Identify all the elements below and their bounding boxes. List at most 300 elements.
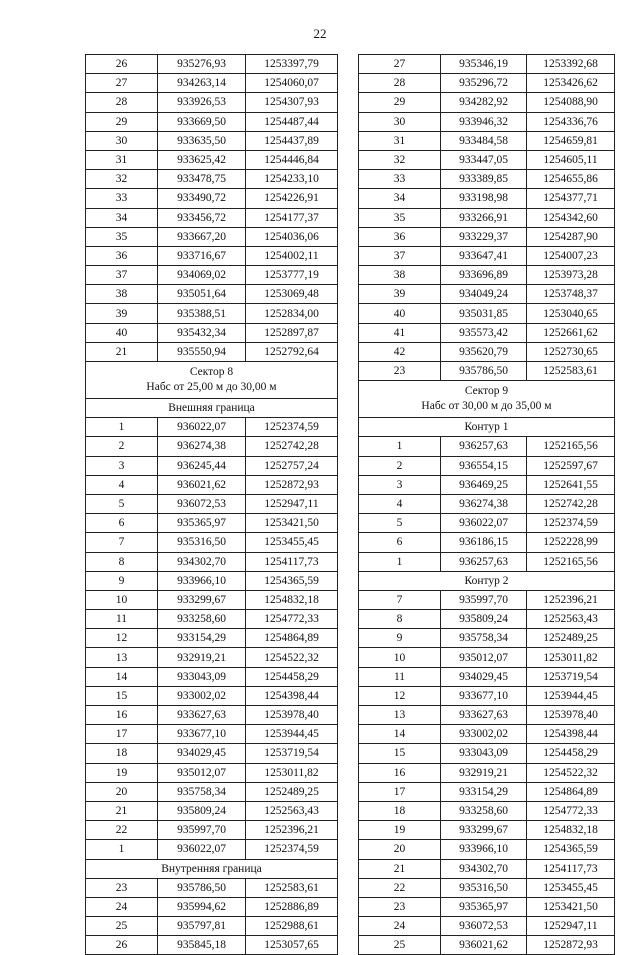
y-coordinate-cell: 1253040,65 — [527, 304, 615, 323]
table-row — [359, 782, 615, 801]
point-number-cell: 37 — [359, 246, 441, 265]
point-number-cell: 31 — [86, 150, 158, 169]
table-row — [359, 93, 615, 112]
y-coordinate-cell: 1254007,23 — [527, 246, 615, 265]
point-number-cell: 24 — [359, 917, 441, 936]
table-row — [359, 936, 615, 955]
y-coordinate-cell: 1254177,37 — [246, 208, 338, 227]
table-row — [359, 112, 615, 131]
x-coordinate-cell: 933490,72 — [158, 189, 246, 208]
x-coordinate-cell: 932919,21 — [158, 648, 246, 667]
point-number-cell: 1 — [359, 552, 441, 571]
y-coordinate-cell: 1254365,59 — [527, 840, 615, 859]
y-coordinate-cell: 1253973,28 — [527, 266, 615, 285]
point-number-cell: 18 — [359, 801, 441, 820]
table-row — [359, 610, 615, 629]
point-number-cell: 16 — [86, 706, 158, 725]
x-coordinate-cell: 933484,58 — [441, 131, 527, 150]
y-coordinate-cell: 1252489,25 — [527, 629, 615, 648]
x-coordinate-cell: 933667,20 — [158, 227, 246, 246]
point-number-cell: 31 — [359, 131, 441, 150]
point-number-cell: 39 — [86, 304, 158, 323]
table-row — [359, 437, 615, 456]
table-row — [359, 189, 615, 208]
y-coordinate-cell: 1252228,99 — [527, 533, 615, 552]
point-number-cell: 28 — [86, 93, 158, 112]
x-coordinate-cell: 933299,67 — [441, 821, 527, 840]
table-row — [359, 667, 615, 686]
point-number-cell: 15 — [359, 744, 441, 763]
x-coordinate-cell: 936257,63 — [441, 552, 527, 571]
x-coordinate-cell: 933716,67 — [158, 246, 246, 265]
table-row — [86, 840, 338, 859]
x-coordinate-cell: 934049,24 — [441, 285, 527, 304]
sector-header-row — [359, 381, 615, 418]
x-coordinate-cell: 935786,50 — [158, 878, 246, 897]
table-row — [86, 437, 338, 456]
table-row — [359, 629, 615, 648]
x-coordinate-cell: 933677,10 — [158, 725, 246, 744]
y-coordinate-cell: 1254117,73 — [527, 859, 615, 878]
y-coordinate-cell: 1254772,33 — [246, 610, 338, 629]
x-coordinate-cell: 935573,42 — [441, 323, 527, 342]
point-number-cell: 1 — [359, 437, 441, 456]
point-number-cell: 14 — [86, 667, 158, 686]
y-coordinate-cell: 1252563,43 — [527, 610, 615, 629]
table-row — [86, 552, 338, 571]
x-coordinate-cell: 933389,85 — [441, 170, 527, 189]
point-number-cell: 33 — [359, 170, 441, 189]
x-coordinate-cell: 934069,02 — [158, 266, 246, 285]
x-coordinate-cell: 934302,70 — [158, 552, 246, 571]
x-coordinate-cell: 933647,41 — [441, 246, 527, 265]
y-coordinate-cell: 1253426,62 — [527, 74, 615, 93]
y-coordinate-cell: 1254864,89 — [246, 629, 338, 648]
table-row — [359, 227, 615, 246]
y-coordinate-cell: 1254398,44 — [527, 725, 615, 744]
table-row — [359, 323, 615, 342]
point-number-cell: 12 — [86, 629, 158, 648]
y-coordinate-cell: 1254377,71 — [527, 189, 615, 208]
table-row — [86, 475, 338, 494]
y-coordinate-cell: 1253421,50 — [527, 897, 615, 916]
point-number-cell: 24 — [86, 897, 158, 916]
sector-height-range: Набс от 25,00 м до 30,00 м — [146, 381, 277, 393]
x-coordinate-cell: 935316,50 — [158, 533, 246, 552]
coordinates-table-left — [85, 54, 338, 955]
point-number-cell: 38 — [359, 266, 441, 285]
x-coordinate-cell: 934282,92 — [441, 93, 527, 112]
x-coordinate-cell: 936022,07 — [158, 418, 246, 437]
x-coordinate-cell: 935031,85 — [441, 304, 527, 323]
coordinates-table-right — [358, 54, 615, 955]
x-coordinate-cell: 933478,75 — [158, 170, 246, 189]
table-row — [86, 782, 338, 801]
y-coordinate-cell: 1252641,55 — [527, 475, 615, 494]
point-number-cell: 37 — [86, 266, 158, 285]
table-row — [86, 571, 338, 590]
point-number-cell: 2 — [86, 437, 158, 456]
point-number-cell: 4 — [86, 475, 158, 494]
y-coordinate-cell: 1254487,44 — [246, 112, 338, 131]
point-number-cell: 10 — [86, 590, 158, 609]
point-number-cell: 21 — [86, 801, 158, 820]
point-number-cell: 23 — [359, 362, 441, 381]
y-coordinate-cell: 1253455,45 — [246, 533, 338, 552]
y-coordinate-cell: 1252583,61 — [246, 878, 338, 897]
point-number-cell: 27 — [86, 74, 158, 93]
x-coordinate-cell: 936274,38 — [441, 494, 527, 513]
table-row — [86, 590, 338, 609]
y-coordinate-cell: 1252597,67 — [527, 456, 615, 475]
point-number-cell: 17 — [86, 725, 158, 744]
table-row — [86, 323, 338, 342]
table-row — [86, 629, 338, 648]
y-coordinate-cell: 1254287,90 — [527, 227, 615, 246]
x-coordinate-cell: 936072,53 — [441, 917, 527, 936]
y-coordinate-cell: 1254522,32 — [527, 763, 615, 782]
y-coordinate-cell: 1254832,18 — [246, 590, 338, 609]
y-coordinate-cell: 1254226,91 — [246, 189, 338, 208]
table-row — [86, 706, 338, 725]
x-coordinate-cell: 933299,67 — [158, 590, 246, 609]
x-coordinate-cell: 933926,53 — [158, 93, 246, 112]
point-number-cell: 8 — [359, 610, 441, 629]
point-number-cell: 9 — [86, 571, 158, 590]
x-coordinate-cell: 935346,19 — [441, 55, 527, 74]
y-coordinate-cell: 1254342,60 — [527, 208, 615, 227]
y-coordinate-cell: 1253421,50 — [246, 514, 338, 533]
table-row — [86, 342, 338, 361]
table-row — [359, 821, 615, 840]
y-coordinate-cell: 1254088,90 — [527, 93, 615, 112]
y-coordinate-cell: 1252886,89 — [246, 897, 338, 916]
table-row — [86, 456, 338, 475]
page-number: 22 — [313, 26, 327, 41]
table-row — [359, 801, 615, 820]
y-coordinate-cell: 1252897,87 — [246, 323, 338, 342]
point-number-cell: 14 — [359, 725, 441, 744]
table-row — [86, 801, 338, 820]
table-row — [359, 55, 615, 74]
point-number-cell: 13 — [359, 706, 441, 725]
x-coordinate-cell: 933002,02 — [158, 686, 246, 705]
x-coordinate-cell: 933258,60 — [158, 610, 246, 629]
x-coordinate-cell: 935012,07 — [441, 648, 527, 667]
section-header: Внешняя граница — [86, 399, 338, 418]
y-coordinate-cell: 1252872,93 — [527, 936, 615, 955]
table-row — [86, 648, 338, 667]
table-row — [86, 208, 338, 227]
point-number-cell: 7 — [359, 590, 441, 609]
x-coordinate-cell: 933229,37 — [441, 227, 527, 246]
table-row — [86, 744, 338, 763]
point-number-cell: 20 — [86, 782, 158, 801]
y-coordinate-cell: 1253392,68 — [527, 55, 615, 74]
x-coordinate-cell: 935994,62 — [158, 897, 246, 916]
table-row — [86, 686, 338, 705]
table-row — [86, 514, 338, 533]
point-number-cell: 23 — [86, 878, 158, 897]
y-coordinate-cell: 1254605,11 — [527, 150, 615, 169]
x-coordinate-cell: 934029,45 — [441, 667, 527, 686]
point-number-cell: 8 — [86, 552, 158, 571]
y-coordinate-cell: 1254522,32 — [246, 648, 338, 667]
table-row — [359, 514, 615, 533]
point-number-cell: 30 — [359, 112, 441, 131]
table-row — [86, 304, 338, 323]
y-coordinate-cell: 1254060,07 — [246, 74, 338, 93]
point-number-cell: 9 — [359, 629, 441, 648]
table-row — [359, 246, 615, 265]
table-row — [359, 131, 615, 150]
table-row — [86, 878, 338, 897]
point-number-cell: 2 — [359, 456, 441, 475]
y-coordinate-cell: 1253011,82 — [246, 763, 338, 782]
point-number-cell: 21 — [359, 859, 441, 878]
x-coordinate-cell: 935276,93 — [158, 55, 246, 74]
x-coordinate-cell: 935997,70 — [441, 590, 527, 609]
table-row — [86, 170, 338, 189]
y-coordinate-cell: 1252165,56 — [527, 437, 615, 456]
y-coordinate-cell: 1252834,00 — [246, 304, 338, 323]
x-coordinate-cell: 934263,14 — [158, 74, 246, 93]
x-coordinate-cell: 936022,07 — [441, 514, 527, 533]
x-coordinate-cell: 935809,24 — [158, 801, 246, 820]
point-number-cell: 1 — [86, 418, 158, 437]
x-coordinate-cell: 933946,32 — [441, 112, 527, 131]
y-coordinate-cell: 1254458,29 — [246, 667, 338, 686]
table-row — [86, 667, 338, 686]
table-row — [359, 304, 615, 323]
y-coordinate-cell: 1252730,65 — [527, 342, 615, 361]
x-coordinate-cell: 936257,63 — [441, 437, 527, 456]
x-coordinate-cell: 936072,53 — [158, 494, 246, 513]
y-coordinate-cell: 1252792,64 — [246, 342, 338, 361]
y-coordinate-cell: 1254307,93 — [246, 93, 338, 112]
point-number-cell: 35 — [359, 208, 441, 227]
table-row — [359, 362, 615, 381]
point-number-cell: 25 — [359, 936, 441, 955]
table-row — [86, 285, 338, 304]
y-coordinate-cell: 1254233,10 — [246, 170, 338, 189]
table-row — [359, 897, 615, 916]
table-row — [86, 189, 338, 208]
point-number-cell: 4 — [359, 494, 441, 513]
x-coordinate-cell: 935365,97 — [441, 897, 527, 916]
point-number-cell: 21 — [86, 342, 158, 361]
y-coordinate-cell: 1253397,79 — [246, 55, 338, 74]
y-coordinate-cell: 1252374,59 — [246, 418, 338, 437]
section-header-row — [86, 399, 338, 418]
section-header-row — [359, 571, 615, 590]
table-row — [86, 821, 338, 840]
point-number-cell: 23 — [359, 897, 441, 916]
x-coordinate-cell: 936469,25 — [441, 475, 527, 494]
sector-title: Сектор 9 — [464, 385, 509, 398]
point-number-cell: 3 — [359, 475, 441, 494]
x-coordinate-cell: 933456,72 — [158, 208, 246, 227]
x-coordinate-cell: 933669,50 — [158, 112, 246, 131]
x-coordinate-cell: 932919,21 — [441, 763, 527, 782]
y-coordinate-cell: 1252374,59 — [527, 514, 615, 533]
table-row — [359, 840, 615, 859]
x-coordinate-cell: 933966,10 — [441, 840, 527, 859]
x-coordinate-cell: 935316,50 — [441, 878, 527, 897]
sector-header-row — [86, 362, 338, 399]
x-coordinate-cell: 936186,15 — [441, 533, 527, 552]
x-coordinate-cell: 935620,79 — [441, 342, 527, 361]
x-coordinate-cell: 935296,72 — [441, 74, 527, 93]
sector-header — [86, 362, 338, 399]
point-number-cell: 16 — [359, 763, 441, 782]
point-number-cell: 20 — [359, 840, 441, 859]
point-number-cell: 29 — [359, 93, 441, 112]
sector-header — [359, 381, 615, 418]
x-coordinate-cell: 933625,42 — [158, 150, 246, 169]
x-coordinate-cell: 936274,38 — [158, 437, 246, 456]
x-coordinate-cell: 936554,15 — [441, 456, 527, 475]
x-coordinate-cell: 936022,07 — [158, 840, 246, 859]
table-row — [86, 246, 338, 265]
y-coordinate-cell: 1252583,61 — [527, 362, 615, 381]
table-row — [86, 610, 338, 629]
table-row — [359, 744, 615, 763]
y-coordinate-cell: 1253011,82 — [527, 648, 615, 667]
x-coordinate-cell: 933627,63 — [158, 706, 246, 725]
y-coordinate-cell: 1254036,06 — [246, 227, 338, 246]
point-number-cell: 34 — [86, 208, 158, 227]
point-number-cell: 25 — [86, 917, 158, 936]
table-row — [86, 725, 338, 744]
y-coordinate-cell: 1254772,33 — [527, 801, 615, 820]
x-coordinate-cell: 934302,70 — [441, 859, 527, 878]
point-number-cell: 11 — [359, 667, 441, 686]
point-number-cell: 30 — [86, 131, 158, 150]
y-coordinate-cell: 1253748,37 — [527, 285, 615, 304]
point-number-cell: 38 — [86, 285, 158, 304]
y-coordinate-cell: 1252947,11 — [246, 494, 338, 513]
section-header: Контур 1 — [359, 418, 615, 437]
table-row — [86, 131, 338, 150]
point-number-cell: 6 — [86, 514, 158, 533]
x-coordinate-cell: 933677,10 — [441, 686, 527, 705]
y-coordinate-cell: 1254437,89 — [246, 131, 338, 150]
y-coordinate-cell: 1252742,28 — [246, 437, 338, 456]
x-coordinate-cell: 933627,63 — [441, 706, 527, 725]
table-row — [86, 266, 338, 285]
table-row — [359, 150, 615, 169]
sector-height-range: Набс от 30,00 м до 35,00 м — [421, 400, 552, 413]
table-row — [86, 917, 338, 936]
table-row — [359, 74, 615, 93]
point-number-cell: 19 — [359, 821, 441, 840]
table-row — [359, 456, 615, 475]
x-coordinate-cell: 936245,44 — [158, 456, 246, 475]
y-coordinate-cell: 1254117,73 — [246, 552, 338, 571]
point-number-cell: 41 — [359, 323, 441, 342]
y-coordinate-cell: 1254446,84 — [246, 150, 338, 169]
y-coordinate-cell: 1252757,24 — [246, 456, 338, 475]
y-coordinate-cell: 1253944,45 — [246, 725, 338, 744]
y-coordinate-cell: 1254002,11 — [246, 246, 338, 265]
point-number-cell: 15 — [86, 686, 158, 705]
table-row — [86, 763, 338, 782]
table-row — [359, 648, 615, 667]
y-coordinate-cell: 1254655,86 — [527, 170, 615, 189]
table-row — [86, 936, 338, 955]
table-row — [359, 285, 615, 304]
point-number-cell: 27 — [359, 55, 441, 74]
point-number-cell: 29 — [86, 112, 158, 131]
point-number-cell: 10 — [359, 648, 441, 667]
x-coordinate-cell: 935786,50 — [441, 362, 527, 381]
y-coordinate-cell: 1252742,28 — [527, 494, 615, 513]
y-coordinate-cell: 1254336,76 — [527, 112, 615, 131]
y-coordinate-cell: 1252165,56 — [527, 552, 615, 571]
y-coordinate-cell: 1253057,65 — [246, 936, 338, 955]
y-coordinate-cell: 1254458,29 — [527, 744, 615, 763]
point-number-cell: 5 — [359, 514, 441, 533]
x-coordinate-cell: 933635,50 — [158, 131, 246, 150]
point-number-cell: 11 — [86, 610, 158, 629]
point-number-cell: 22 — [86, 821, 158, 840]
point-number-cell: 12 — [359, 686, 441, 705]
x-coordinate-cell: 936021,62 — [441, 936, 527, 955]
table-row — [86, 897, 338, 916]
x-coordinate-cell: 935758,34 — [441, 629, 527, 648]
table-row — [359, 706, 615, 725]
x-coordinate-cell: 935845,18 — [158, 936, 246, 955]
point-number-cell: 5 — [86, 494, 158, 513]
x-coordinate-cell: 933198,98 — [441, 189, 527, 208]
x-coordinate-cell: 933154,29 — [158, 629, 246, 648]
y-coordinate-cell: 1252396,21 — [527, 590, 615, 609]
y-coordinate-cell: 1254832,18 — [527, 821, 615, 840]
point-number-cell: 3 — [86, 456, 158, 475]
point-number-cell: 6 — [359, 533, 441, 552]
table-row — [359, 475, 615, 494]
y-coordinate-cell: 1252661,62 — [527, 323, 615, 342]
section-header: Контур 2 — [359, 571, 615, 590]
x-coordinate-cell: 933266,91 — [441, 208, 527, 227]
y-coordinate-cell: 1254659,81 — [527, 131, 615, 150]
point-number-cell: 35 — [86, 227, 158, 246]
table-row — [359, 763, 615, 782]
y-coordinate-cell: 1252988,61 — [246, 917, 338, 936]
table-row — [359, 878, 615, 897]
section-header-row — [86, 859, 338, 878]
y-coordinate-cell: 1253777,19 — [246, 266, 338, 285]
x-coordinate-cell: 935550,94 — [158, 342, 246, 361]
y-coordinate-cell: 1253944,45 — [527, 686, 615, 705]
table-row — [86, 55, 338, 74]
table-row — [359, 266, 615, 285]
point-number-cell: 40 — [359, 304, 441, 323]
table-row — [86, 533, 338, 552]
table-row — [359, 917, 615, 936]
table-row — [86, 418, 338, 437]
x-coordinate-cell: 933002,02 — [441, 725, 527, 744]
point-number-cell: 19 — [86, 763, 158, 782]
point-number-cell: 17 — [359, 782, 441, 801]
x-coordinate-cell: 933043,09 — [441, 744, 527, 763]
y-coordinate-cell: 1252947,11 — [527, 917, 615, 936]
point-number-cell: 1 — [86, 840, 158, 859]
y-coordinate-cell: 1252396,21 — [246, 821, 338, 840]
table-row — [86, 227, 338, 246]
x-coordinate-cell: 934029,45 — [158, 744, 246, 763]
